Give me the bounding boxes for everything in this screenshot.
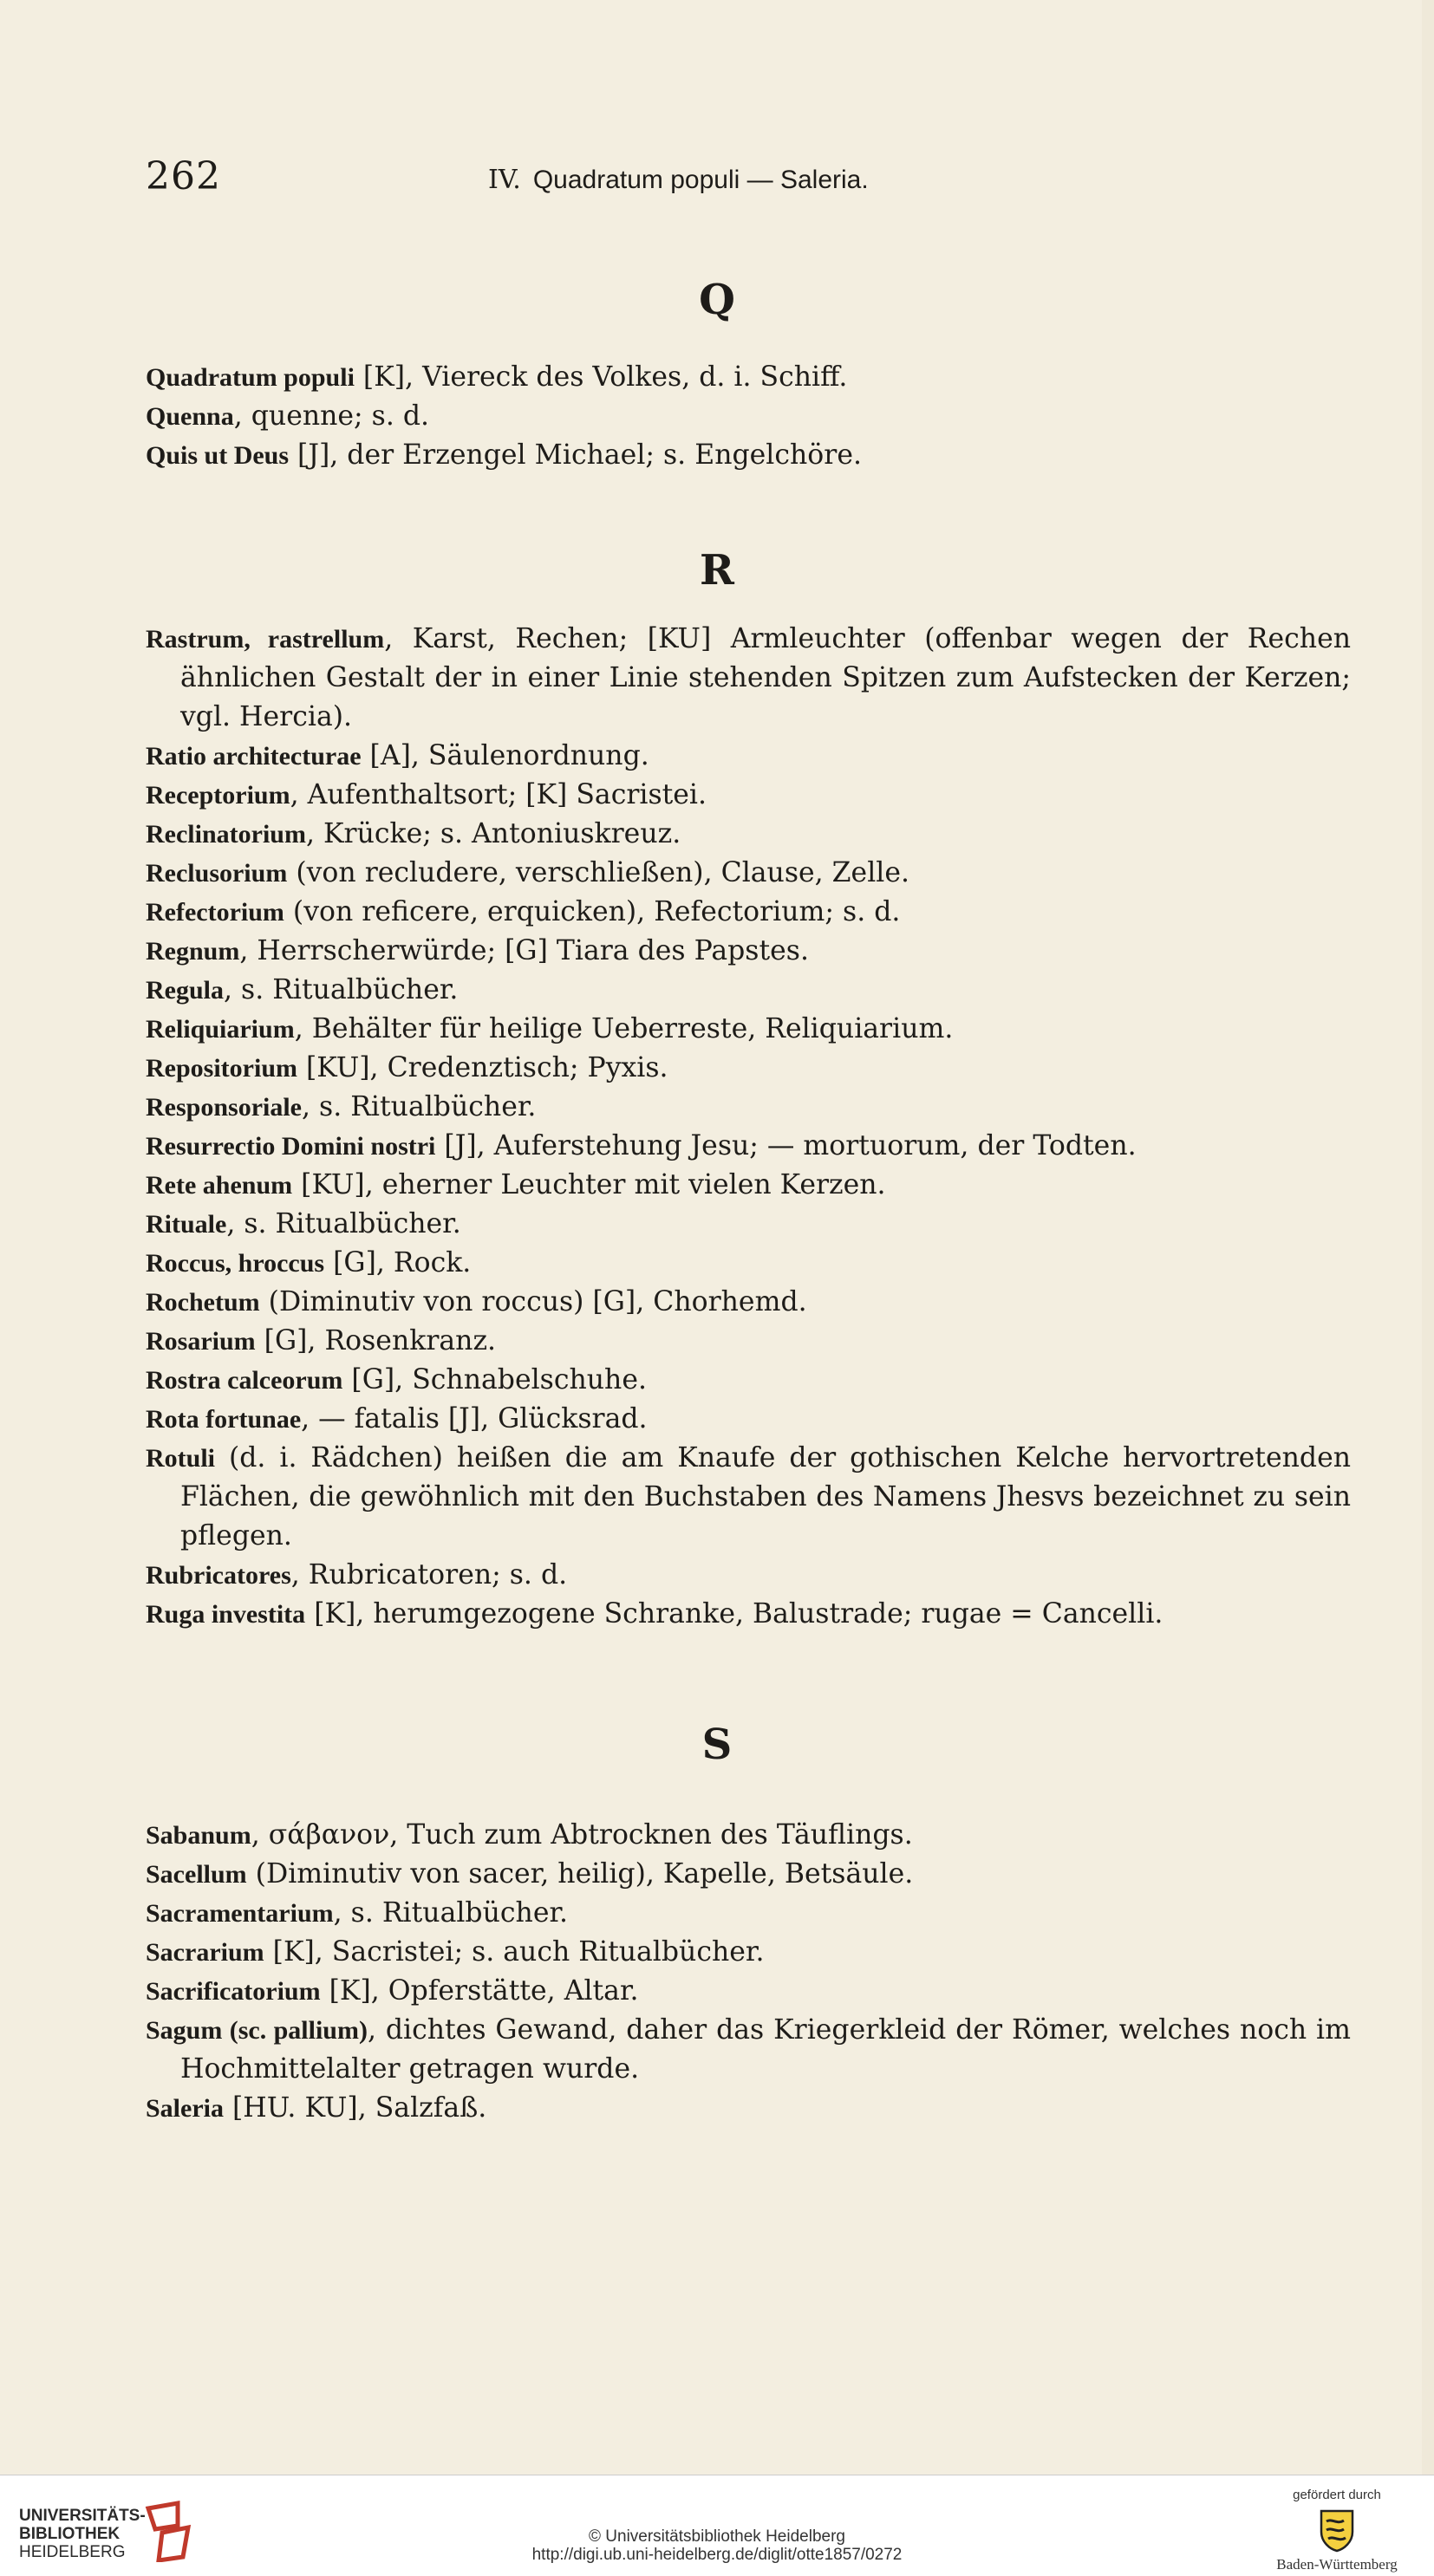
entry [146, 1556, 1351, 1595]
viewer-footer [0, 2475, 1434, 2576]
entry-text: (Diminutiv von sacer, heilig), Kapelle, Betsäule. [246, 1858, 914, 1890]
entry-text: , s. Ritualbücher. [333, 1897, 569, 1929]
entry-text: [J], Auferstehung Jesu; — mortuorum, der Todten. [435, 1130, 1137, 1161]
entry-text: (d. i. Rädchen) heißen die am Knaufe der gothischen Kelche hervortretenden Flächen, die gewöhnlich mit den Buchstaben des Namens Jhesvs bezeichnet zu sein pflegen. [180, 1442, 1351, 1551]
entry-text: , s. Ritualbücher. [224, 974, 459, 1005]
entry-text: [KU], eherner Leuchter mit vielen Kerzen. [292, 1169, 886, 1200]
entry-lemma: Roccus, hroccus [146, 1249, 325, 1278]
entry-lemma: Reliquiarium [146, 1015, 295, 1044]
entry-text: [KU], Credenztisch; Pyxis. [297, 1052, 668, 1083]
section-number: IV. [488, 165, 521, 195]
entry [146, 1127, 1351, 1166]
entry [146, 1816, 1351, 1855]
section-letter-q: Q [699, 276, 735, 324]
entry-text: (von reficere, erquicken), Refectorium; s. d. [284, 896, 901, 927]
entry-text: , σάβανον, Tuch zum Abtrocknen des Täuflings. [251, 1819, 913, 1851]
running-title [488, 165, 869, 195]
entries-r [146, 620, 1351, 1634]
entry-lemma: Reclusorium [146, 859, 288, 888]
sponsor-label: gefördert durch [1293, 2488, 1381, 2502]
entry-lemma: Ruga investita [146, 1600, 306, 1629]
entry [146, 2011, 1351, 2089]
entry-lemma: Rituale [146, 1210, 227, 1239]
entry-lemma: Rotuli [146, 1444, 216, 1473]
entry-lemma: Sacrarium [146, 1938, 264, 1967]
entry [146, 1972, 1351, 2011]
library-name-line3: HEIDELBERG [19, 2543, 126, 2561]
entry [146, 358, 1351, 397]
entry-lemma: Responsoriale [146, 1093, 302, 1122]
entry-lemma: Quadratum populi [146, 363, 355, 392]
entry-lemma: Rubricatores [146, 1561, 291, 1590]
entry-text: , Karst, Rechen; [KU] Armleuchter (offenbar wegen der Rechen ähnlichen Gestalt der in einer Linie stehenden Spitzen zum Aufstecken der Kerzen; vgl. Hercia). [180, 623, 1352, 732]
entry-lemma: Regnum [146, 937, 240, 966]
entry [146, 1855, 1351, 1894]
entry-text: [J], der Erzengel Michael; s. Engelchöre. [289, 439, 862, 471]
entry [146, 436, 1351, 475]
entry-text: [HU. KU], Salzfaß. [224, 2092, 487, 2124]
entry-lemma: Refectorium [146, 898, 284, 927]
entry-text: , Krücke; s. Antoniuskreuz. [305, 818, 681, 849]
entry [146, 776, 1351, 815]
entry [146, 1088, 1351, 1127]
entry-text: , dichtes Gewand, daher das Kriegerkleid der Römer, welches noch im Hochmittelalter getragen wurde. [180, 2014, 1351, 2085]
entry [146, 1166, 1351, 1205]
permalink-url[interactable]: http://digi.ub.uni-heidelberg.de/diglit/otte1857/0272 [531, 2546, 903, 2564]
copyright-block [0, 2527, 1434, 2564]
entry-lemma: Sagum (sc. pallium) [146, 2016, 368, 2045]
entry [146, 1361, 1351, 1400]
entry-text: , quenne; s. d. [233, 400, 430, 432]
entry-text: [K], herumgezogene Schranke, Balustrade; rugae = Cancelli. [305, 1598, 1163, 1630]
entry-lemma: Sacramentarium [146, 1899, 334, 1928]
entry-text: , Behälter für heilige Ueberreste, Reliquiarium. [294, 1013, 954, 1044]
entry [146, 815, 1351, 854]
page-header [146, 154, 1359, 206]
entry-text: [A], Säulenordnung. [361, 740, 649, 771]
entry-text: , Herrscherwürde; [G] Tiara des Papstes. [239, 935, 809, 966]
entry-text: [K], Opferstätte, Altar. [320, 1975, 639, 2007]
library-name-line1: UNIVERSITÄTS- [19, 2507, 146, 2525]
running-title-text: Quadratum populi — Saleria. [532, 166, 869, 194]
entry-text: [K], Viereck des Volkes, d. i. Schiff. [354, 361, 848, 393]
entry-text: , s. Ritualbücher. [302, 1091, 537, 1122]
section-letter-r: R [700, 546, 734, 595]
copyright-text: © Universitätsbibliothek Heidelberg [589, 2527, 845, 2546]
entry [146, 1400, 1351, 1439]
entry-lemma: Sabanum [146, 1821, 251, 1850]
entry-lemma: Sacrificatorium [146, 1977, 321, 2006]
entry-lemma: Rostra calceorum [146, 1366, 343, 1395]
entry [146, 1322, 1351, 1361]
entry [146, 1049, 1351, 1088]
entry [146, 1933, 1351, 1972]
entry-text: , — fatalis [J], Glücksrad. [301, 1403, 648, 1434]
entry [146, 854, 1351, 893]
entry [146, 893, 1351, 932]
library-name-line2: BIBLIOTHEK [19, 2525, 121, 2543]
entry-text: , Rubricatoren; s. d. [290, 1559, 568, 1590]
coat-of-arms-icon [1318, 2508, 1356, 2553]
entry [146, 1595, 1351, 1634]
entry [146, 397, 1351, 436]
entry [146, 1894, 1351, 1933]
entry-text: [K], Sacristei; s. auch Ritualbücher. [264, 1936, 765, 1968]
entry-lemma: Receptorium [146, 781, 290, 810]
entry [146, 1205, 1351, 1244]
entry-lemma: Rochetum [146, 1288, 260, 1317]
entries-q [146, 358, 1351, 475]
entry [146, 1244, 1351, 1283]
entry-lemma: Quis ut Deus [146, 441, 290, 470]
entry-lemma: Resurrectio Domini nostri [146, 1132, 436, 1161]
entry-text: , s. Ritualbücher. [226, 1208, 461, 1239]
entry-text: [G], Schnabelschuhe. [342, 1364, 647, 1395]
entry-lemma: Rete ahenum [146, 1171, 293, 1200]
entry-text: [G], Rosenkranz. [255, 1325, 497, 1356]
entry-text: [G], Rock. [324, 1247, 472, 1278]
entry [146, 620, 1351, 737]
entry-lemma: Saleria [146, 2094, 224, 2123]
sponsor-region: Baden-Württemberg [1276, 2556, 1398, 2573]
entry [146, 1439, 1351, 1556]
entry-lemma: Sacellum [146, 1860, 247, 1889]
entry-lemma: Rota fortunae [146, 1405, 302, 1434]
entry-text: , Aufenthaltsort; [K] Sacristei. [290, 779, 707, 810]
entry-text: (von recludere, verschließen), Clause, Zelle. [287, 857, 909, 888]
entry [146, 2089, 1351, 2128]
entry-lemma: Rosarium [146, 1327, 256, 1356]
entry [146, 1283, 1351, 1322]
entry [146, 737, 1351, 776]
sponsor-block [1259, 2488, 1415, 2573]
entry-lemma: Reclinatorium [146, 820, 306, 849]
entry-text: (Diminutiv von roccus) [G], Chorhemd. [259, 1286, 807, 1317]
entry-lemma: Rastrum, rastrellum [146, 625, 385, 654]
entry [146, 1010, 1351, 1049]
section-letter-s: S [701, 1721, 733, 1769]
entry-lemma: Regula [146, 976, 224, 1005]
entry [146, 971, 1351, 1010]
entry-lemma: Repositorium [146, 1054, 297, 1083]
entry-lemma: Ratio architecturae [146, 742, 362, 771]
page-number: 262 [146, 154, 221, 198]
entry-lemma: Quenna [146, 402, 234, 431]
entry [146, 932, 1351, 971]
entries-s [146, 1816, 1351, 2128]
